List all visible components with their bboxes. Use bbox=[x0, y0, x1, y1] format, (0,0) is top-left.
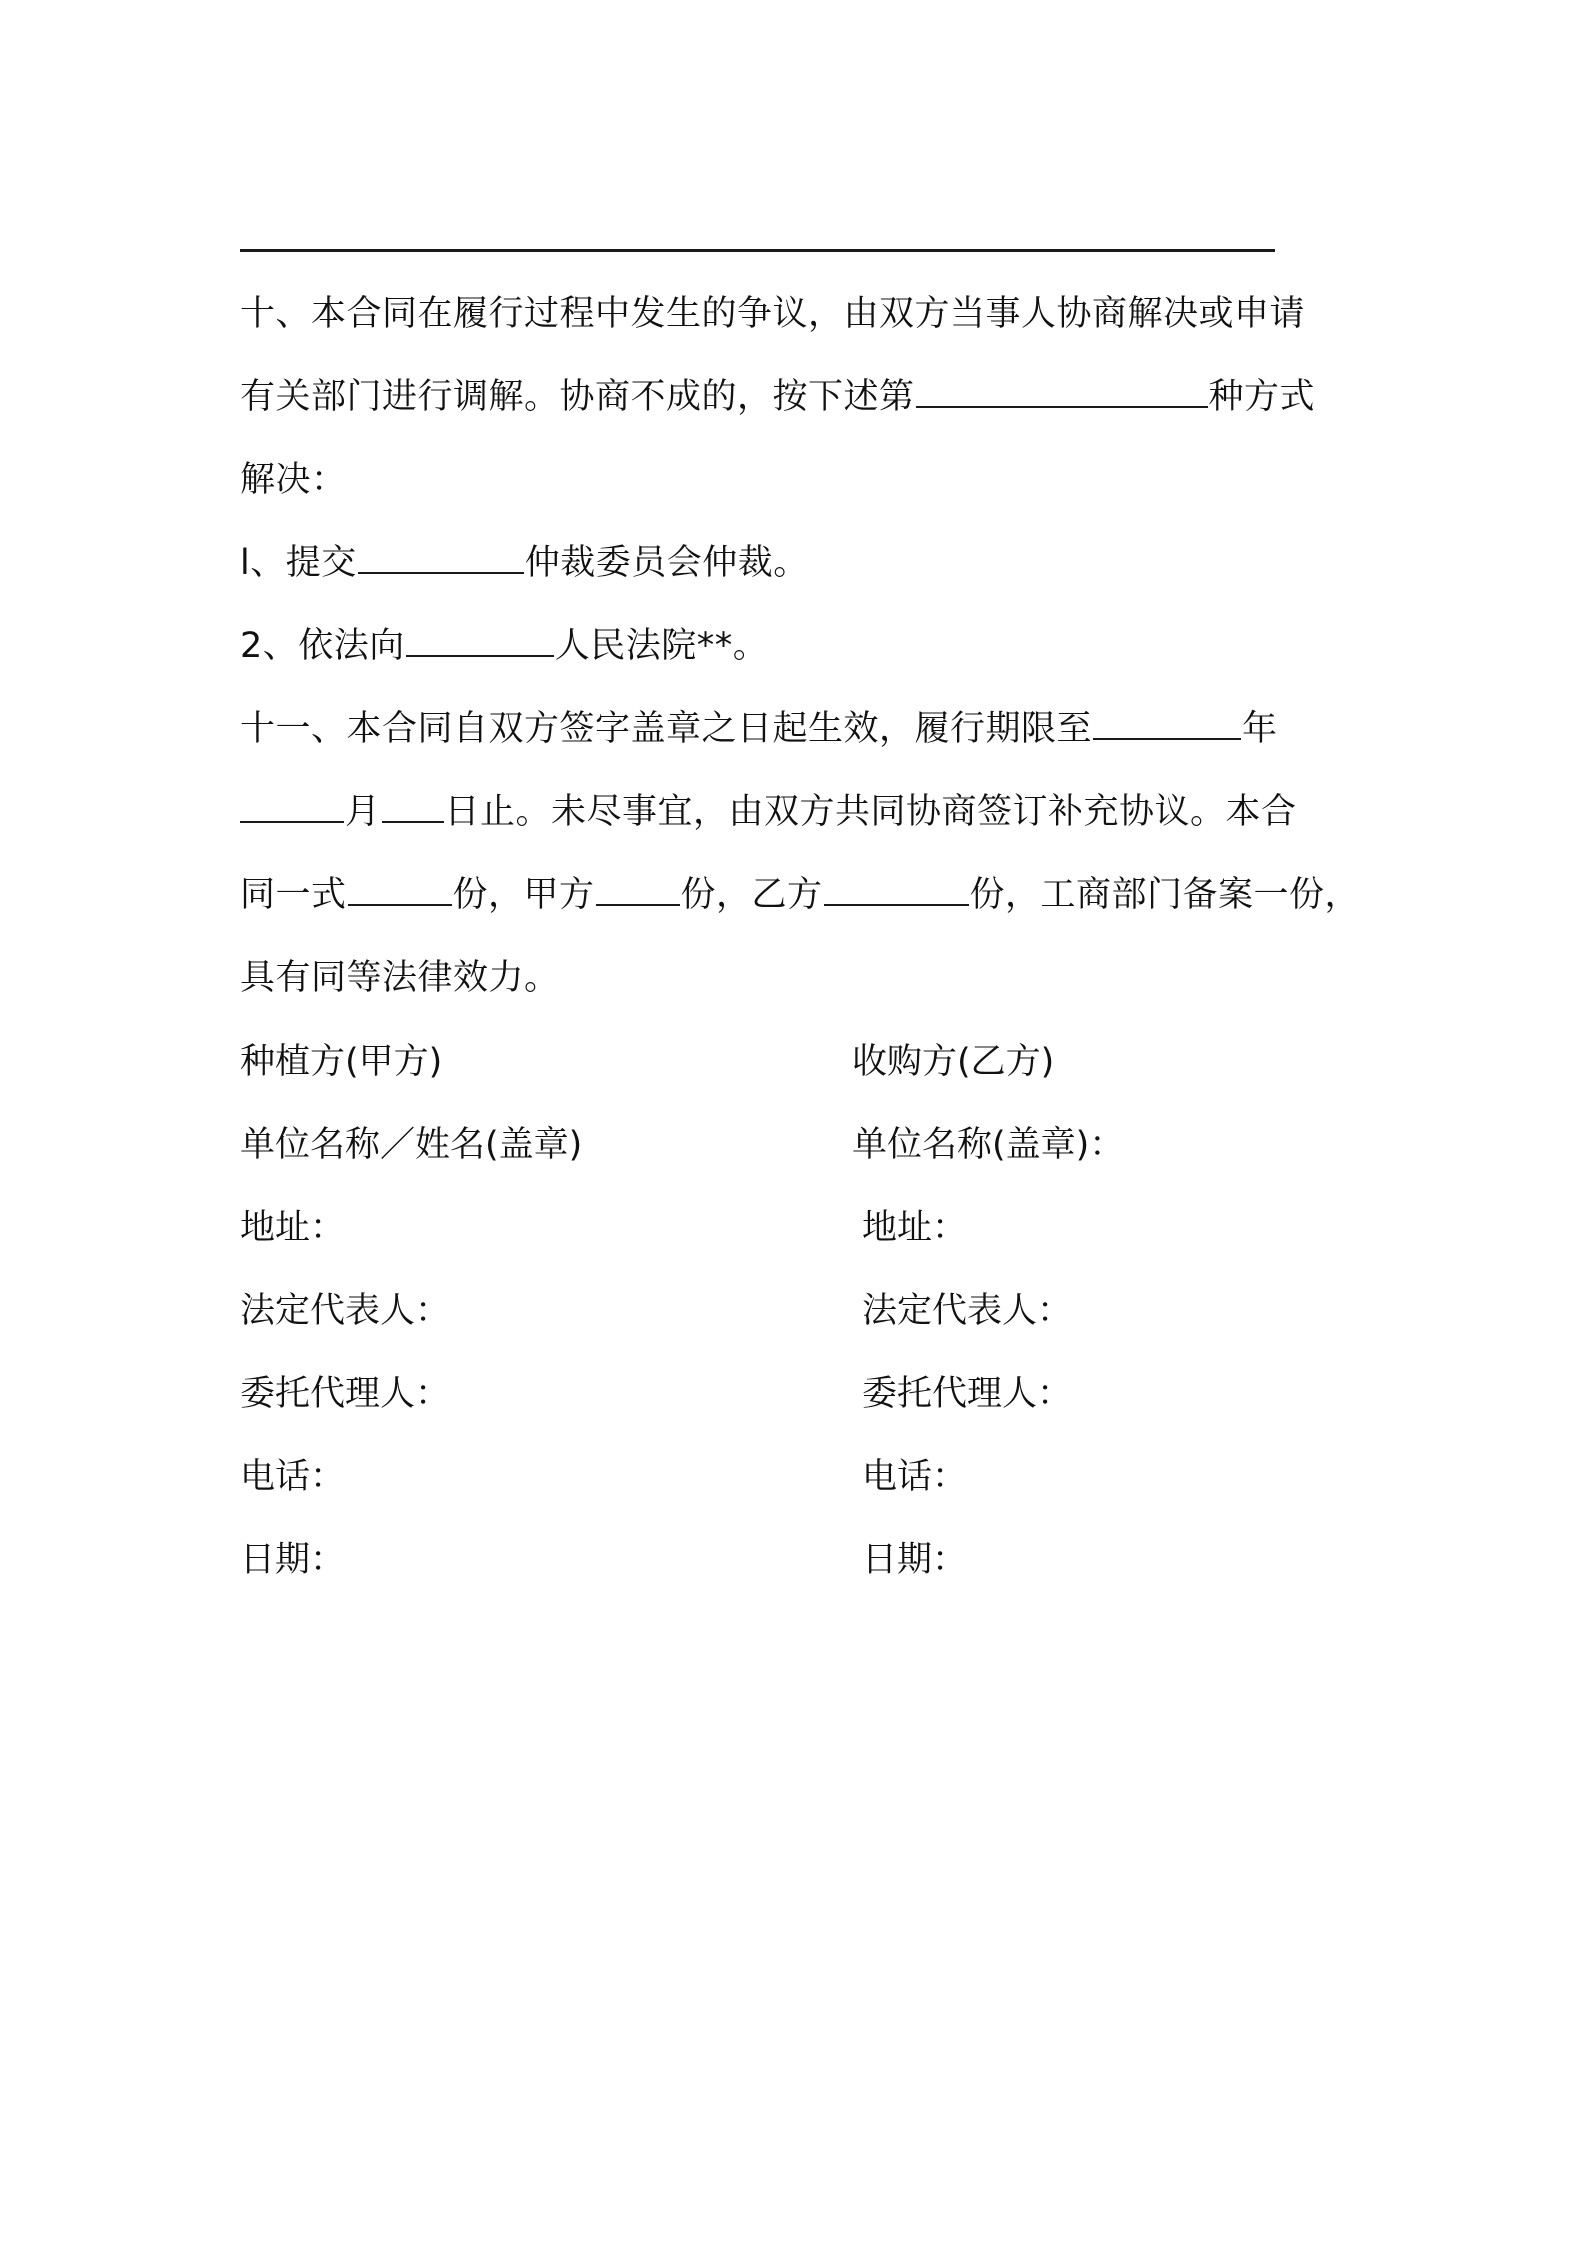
clause11-line2 bbox=[240, 790, 1297, 834]
clause11-text-4: 具有同等法律效力。 bbox=[240, 958, 560, 998]
clause11-line3 bbox=[240, 873, 1360, 917]
clause10-text-1: 十、本合同在履行过程中发生的争议，由双方当事人协商解决或申请 bbox=[240, 294, 1306, 334]
term-year-blank[interactable] bbox=[1093, 708, 1241, 740]
clause11-line1 bbox=[240, 707, 1278, 751]
clause11-text-3c: 份，乙方 bbox=[680, 875, 823, 915]
clause10-line2 bbox=[240, 375, 1315, 419]
party-a-phone-label: 电话： bbox=[240, 1457, 346, 1497]
clause11-line4 bbox=[240, 956, 560, 1000]
clause10-line3 bbox=[240, 458, 347, 502]
term-day-blank[interactable] bbox=[382, 791, 444, 823]
option1-text-b: 仲裁委员会仲裁。 bbox=[524, 543, 809, 583]
party-b-name-label: 单位名称(盖章)： bbox=[852, 1125, 1125, 1165]
clause11-text-3b: 份，甲方 bbox=[452, 875, 595, 915]
party-a-agent-label: 委托代理人： bbox=[240, 1374, 451, 1414]
party-b-legal-rep-label: 法定代表人： bbox=[862, 1291, 1073, 1331]
copies-party-b-blank[interactable] bbox=[824, 874, 969, 906]
clause10-text-3: 解决： bbox=[240, 460, 347, 500]
clause11-text-2b: 日止。未尽事宜，由双方共同协商签订补充协议。本合 bbox=[444, 792, 1297, 832]
party-b-date-label: 日期： bbox=[862, 1540, 968, 1580]
method-number-blank[interactable] bbox=[916, 376, 1208, 408]
party-a-name-label: 单位名称／姓名(盖章) bbox=[240, 1125, 583, 1165]
clause10-text-2b: 种方式 bbox=[1208, 377, 1316, 417]
copies-party-a-blank[interactable] bbox=[596, 874, 680, 906]
term-month-blank[interactable] bbox=[240, 791, 344, 823]
option2-text-a: 2、依法向 bbox=[240, 626, 405, 666]
party-b-agent-label: 委托代理人： bbox=[862, 1374, 1073, 1414]
clause10-text-2a: 有关部门进行调解。协商不成的，按下述第 bbox=[240, 377, 915, 417]
option1-text-a: l、提交 bbox=[240, 543, 357, 583]
court-blank[interactable] bbox=[406, 625, 554, 657]
clause10-line1 bbox=[240, 292, 1305, 336]
arbitration-committee-blank[interactable] bbox=[358, 542, 524, 574]
option2-line bbox=[240, 624, 768, 668]
party-a-date-label: 日期： bbox=[240, 1540, 346, 1580]
party-b-title: 收购方(乙方) bbox=[852, 1042, 1055, 1082]
clause11-text-1a: 十一、本合同自双方签字盖章之日起生效，履行期限至 bbox=[240, 709, 1093, 749]
clause11-text-3a: 同一式 bbox=[240, 875, 347, 915]
clause11-text-1b: 年 bbox=[1242, 709, 1278, 749]
clause11-text-3d: 份，工商部门备案一份， bbox=[969, 875, 1361, 915]
option1-line bbox=[240, 541, 809, 585]
option2-text-b: 人民法院**。 bbox=[554, 626, 769, 666]
party-b-address-label: 地址： bbox=[862, 1208, 968, 1248]
clause11-text-2a: 月 bbox=[345, 792, 381, 832]
party-b-phone-label: 电话： bbox=[862, 1457, 968, 1497]
copies-total-blank[interactable] bbox=[348, 874, 452, 906]
party-a-address-label: 地址： bbox=[240, 1208, 346, 1248]
party-a-title: 种植方(甲方) bbox=[240, 1042, 443, 1082]
top-blank-line bbox=[240, 249, 1275, 252]
party-a-legal-rep-label: 法定代表人： bbox=[240, 1291, 451, 1331]
